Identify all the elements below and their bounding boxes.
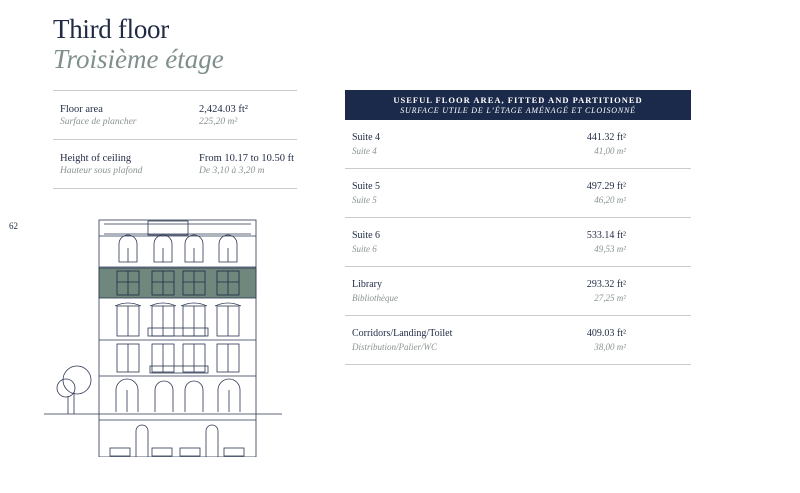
page-number: 62 <box>9 221 18 231</box>
table-header-title: USEFUL FLOOR AREA, FITTED AND PARTITIONED <box>393 95 643 105</box>
specs-middle-rule <box>53 139 297 140</box>
table-row-area-m: 38,00 m² <box>594 342 626 352</box>
table-row-name: Suite 6 <box>352 230 381 241</box>
spec-ceiling-label: Height of ceiling <box>60 153 132 164</box>
table-row-name: Library <box>352 279 382 290</box>
balcony <box>148 328 208 336</box>
table-row-divider <box>345 266 691 267</box>
third-floor-highlight <box>99 268 256 298</box>
table-row-area-ft: 293.32 ft² <box>586 279 626 290</box>
table-row-area-ft: 533.14 ft² <box>586 230 626 241</box>
table-row-name-fr: Distribution/Palier/WC <box>352 342 438 352</box>
table-row-name-fr: Suite 4 <box>352 146 377 156</box>
table-row-area-ft: 441.32 ft² <box>586 132 626 143</box>
ground-floor-arches <box>116 379 240 412</box>
table-row-area-m: 41,00 m² <box>594 146 626 156</box>
table-row-divider <box>345 217 691 218</box>
table-row-name: Corridors/Landing/Toilet <box>352 328 453 339</box>
tree-canopy-icon <box>63 366 91 394</box>
page-subtitle: Troisième étage <box>53 44 224 74</box>
spec-floor-area-value: 2,424.03 ft² <box>199 104 248 115</box>
table-row-name: Suite 5 <box>352 181 381 192</box>
table-row-divider <box>345 315 691 316</box>
spec-ceiling-value-metric: De 3,10 à 3,20 m <box>199 166 265 176</box>
table-row-area-m: 46,20 m² <box>594 195 626 205</box>
spec-floor-area-label-fr: Surface de plancher <box>60 117 137 127</box>
basement-doors <box>110 425 244 457</box>
table-bottom-rule <box>345 364 691 365</box>
table-row-area-m: 27,25 m² <box>594 293 626 303</box>
page-title: Third floor <box>53 14 169 44</box>
table-header <box>345 90 691 120</box>
spec-floor-area-label: Floor area <box>60 104 103 115</box>
table-row-name-fr: Bibliothèque <box>352 293 398 303</box>
table-row-name-fr: Suite 5 <box>352 195 377 205</box>
spec-floor-area-value-metric: 225,20 m² <box>199 117 238 127</box>
attic-windows <box>119 235 237 262</box>
table-row-area-m: 49,53 m² <box>594 244 626 254</box>
table-row-divider <box>345 168 691 169</box>
table-row-area-ft: 497.29 ft² <box>586 181 626 192</box>
roof-balustrade <box>104 224 251 234</box>
specs-top-rule <box>53 90 297 91</box>
building-elevation-drawing <box>40 212 290 457</box>
spec-ceiling-label-fr: Hauteur sous plafond <box>60 166 143 176</box>
first-floor-windows <box>117 344 239 372</box>
specs-bottom-rule <box>53 188 297 189</box>
table-row-name: Suite 4 <box>352 132 381 143</box>
table-header-title-fr: SURFACE UTILE DE L’ÉTAGE AMÉNAGÉ ET CLOISONNÉ <box>400 106 636 115</box>
spec-ceiling-value: From 10.17 to 10.50 ft <box>199 153 295 164</box>
second-floor-windows <box>115 303 241 336</box>
table-row-area-ft: 409.03 ft² <box>586 328 626 339</box>
table-row-name-fr: Suite 6 <box>352 244 377 254</box>
